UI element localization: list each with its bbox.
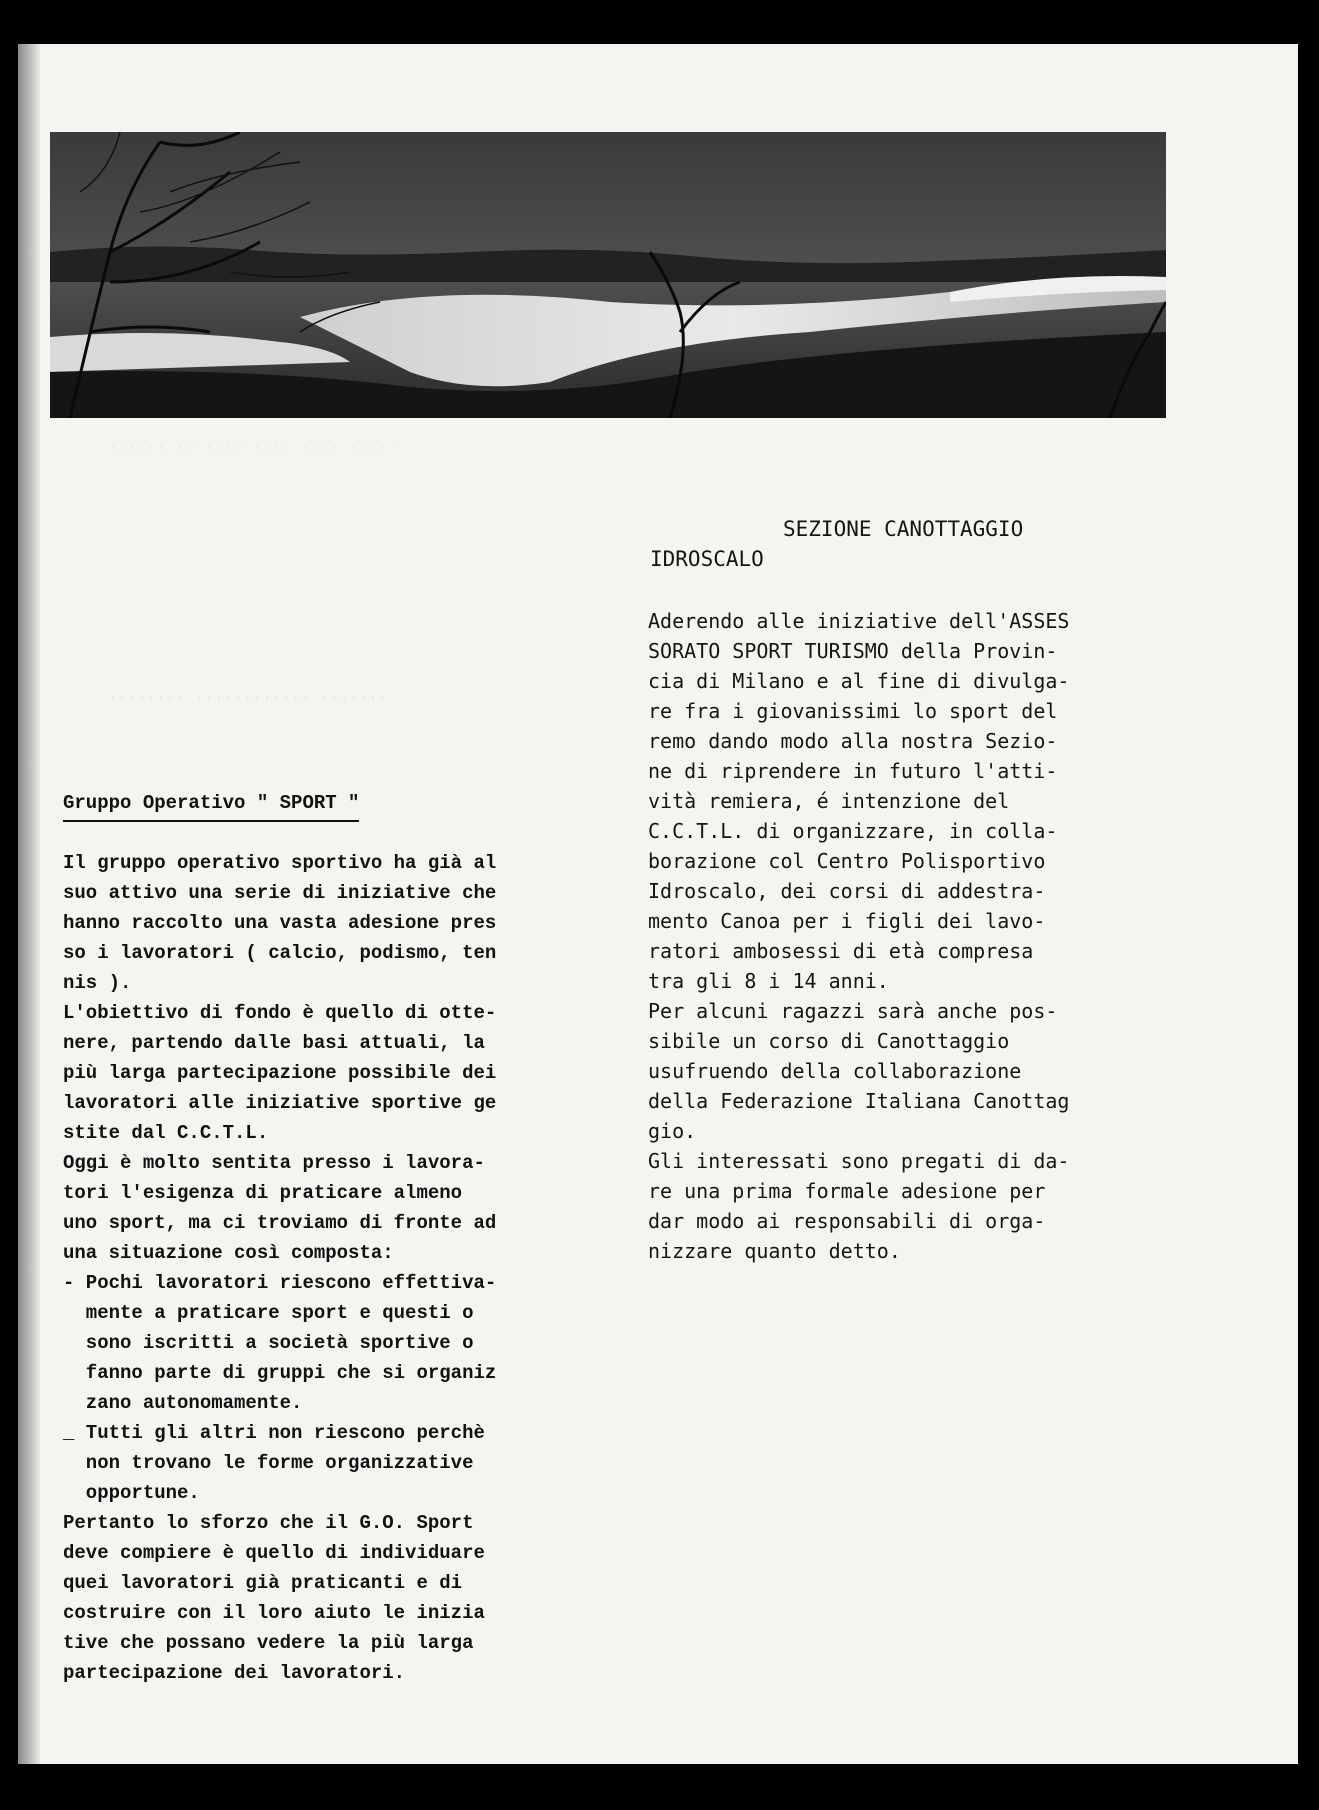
text-line: Aderendo alle iniziative dell'ASSES — [648, 609, 1070, 633]
landscape-photo-icon — [50, 132, 1166, 418]
bleed-through: ........ ............ ....... — [108, 684, 388, 703]
document-page — [18, 44, 1298, 1764]
text-line: mento Canoa per i figli dei lavo- — [648, 909, 1046, 933]
canottaggio-text — [648, 606, 1168, 1266]
text-line: uno sport, ma ci troviamo di fronte ad — [63, 1212, 497, 1234]
bleed-through: ...... ............ .......... — [108, 434, 397, 453]
text-line: sono iscritti a società sportive o — [63, 1332, 474, 1354]
text-line: fanno parte di gruppi che si organiz — [63, 1362, 497, 1384]
page-binding-shadow — [18, 44, 40, 1764]
text-line: usufruendo della collaborazione — [648, 1059, 1022, 1083]
text-line: gio. — [648, 1119, 697, 1143]
text-line: Gli interessati sono pregati di da- — [648, 1149, 1070, 1173]
text-line: remo dando modo alla nostra Sezio- — [648, 729, 1058, 753]
section-subtitle: IDROSCALO — [650, 547, 764, 571]
text-line: mente a praticare sport e questi o — [63, 1302, 474, 1324]
text-line: quei lavoratori già praticanti e di — [63, 1572, 463, 1594]
text-line: nere, partendo dalle basi attuali, la — [63, 1032, 485, 1054]
text-line: vità remiera, é intenzione del — [648, 789, 1010, 813]
text-line: dar modo ai responsabili di orga- — [648, 1209, 1046, 1233]
text-line: Oggi è molto sentita presso i lavora- — [63, 1152, 485, 1174]
text-line: partecipazione dei lavoratori. — [63, 1662, 406, 1684]
text-line: tive che possano vedere la più larga — [63, 1632, 474, 1654]
text-line: C.C.T.L. di organizzare, in colla- — [648, 819, 1058, 843]
text-line: SORATO SPORT TURISMO della Provin- — [648, 639, 1058, 663]
text-line: tra gli 8 i 14 anni. — [648, 969, 889, 993]
text-line: non trovano le forme organizzative — [63, 1452, 474, 1474]
text-line: lavoratori alle iniziative sportive ge — [63, 1092, 497, 1114]
text-line: zano autonomamente. — [63, 1392, 303, 1414]
group-heading: Gruppo Operativo " SPORT " — [63, 792, 359, 822]
text-line: nizzare quanto detto. — [648, 1239, 901, 1263]
text-line: - Pochi lavoratori riescono effettiva- — [63, 1272, 497, 1294]
text-line: suo attivo una serie di iniziative che — [63, 882, 497, 904]
text-line: so i lavoratori ( calcio, podismo, ten — [63, 942, 497, 964]
text-line: una situazione così composta: — [63, 1242, 394, 1264]
text-line: costruire con il loro aiuto le inizia — [63, 1602, 485, 1624]
river-landscape-photo — [50, 132, 1166, 418]
text-line: L'obiettivo di fondo è quello di otte- — [63, 1002, 497, 1024]
sport-group-text — [63, 848, 593, 1688]
text-line: borazione col Centro Polisportivo — [648, 849, 1046, 873]
text-line: ratori ambosessi di età compresa — [648, 939, 1034, 963]
text-line: deve compiere è quello di individuare — [63, 1542, 485, 1564]
text-line: Il gruppo operativo sportivo ha già al — [63, 852, 497, 874]
text-line: re fra i giovanissimi lo sport del — [648, 699, 1058, 723]
text-line: della Federazione Italiana Canottag — [648, 1089, 1070, 1113]
text-line: stite dal C.C.T.L. — [63, 1122, 269, 1144]
text-line: cia di Milano e al fine di divulga- — [648, 669, 1070, 693]
section-title: SEZIONE CANOTTAGGIO — [783, 517, 1024, 541]
text-line: opportune. — [63, 1482, 200, 1504]
text-line: re una prima formale adesione per — [648, 1179, 1046, 1203]
text-line: Pertanto lo sforzo che il G.O. Sport — [63, 1512, 474, 1534]
text-line: _ Tutti gli altri non riescono perchè — [63, 1422, 485, 1444]
text-line: ne di riprendere in futuro l'atti- — [648, 759, 1058, 783]
text-line: tori l'esigenza di praticare almeno — [63, 1182, 463, 1204]
text-line: hanno raccolto una vasta adesione pres — [63, 912, 497, 934]
text-line: Per alcuni ragazzi sarà anche pos- — [648, 999, 1058, 1023]
text-line: sibile un corso di Canottaggio — [648, 1029, 1010, 1053]
text-line: Idroscalo, dei corsi di addestra- — [648, 879, 1046, 903]
text-line: nis ). — [63, 972, 132, 994]
text-line: più larga partecipazione possibile dei — [63, 1062, 497, 1084]
